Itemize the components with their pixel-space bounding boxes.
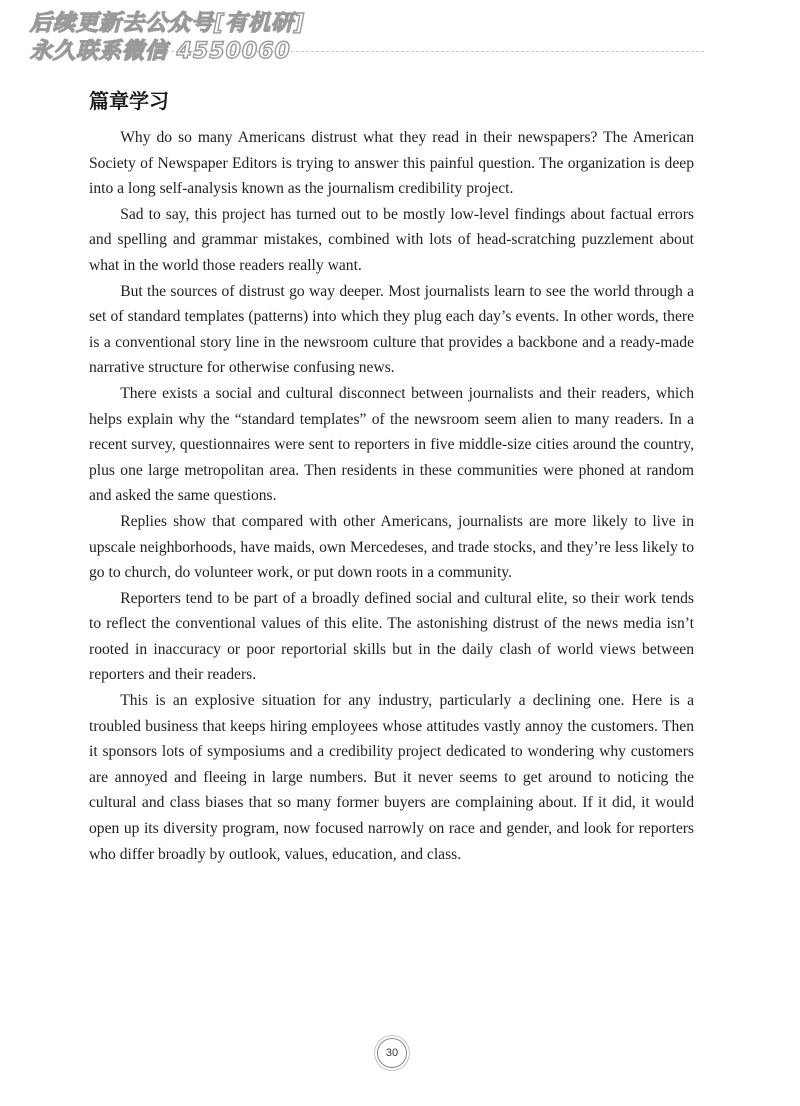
watermark-line-2: 永久联系微信 4550060 [30,39,291,64]
paragraph-7: This is an explosive situation for any industry, particularly a declining one. Here is a troubled business that keeps hiring employees whose attitudes vastly annoy the customers. Then it sponsors lots of symposiums and a credibility project dedicated to wondering why customers are annoyed and fleeing in large numbers. But it never seems to get around to noticing the cultural and class biases that so many former buyers are complaining about. If it did, it would open up its diversity program, now focused narrowly on race and gender, and look for reporters who differ broadly by outlook, values, education, and class. [89,692,694,863]
watermark-line-1: 后续更新去公众号[有机研] [30,11,306,36]
paragraph-6: Reporters tend to be part of a broadly defined social and cultural elite, so their work tends to reflect the conventional values of this elite. The astonishing distrust of the news media isn’t rooted in inaccuracy or poor reportorial skills but in the daily clash of world views between reporters and their readers. [89,589,694,684]
watermark [30,10,350,66]
paragraph-2: Sad to say, this project has turned out to be mostly low-level findings about factual errors and spelling and grammar mistakes, combined with lots of head-scratching puzzlement about what in the world those readers really want. [89,205,694,274]
article-body [89,125,694,867]
paragraph-5: Replies show that compared with other Americans, journalists are more likely to live in upscale neighborhoods, have maids, own Mercedeses, and trade stocks, and they’re less likely to go to church, do volunteer work, or put down roots in a community. [89,512,694,582]
paragraph-3: But the sources of distrust go way deeper. Most journalists learn to see the world through a set of standard templates (patterns) into which they plug each day’s events. In other words, there is a conventional story line in the newsroom culture that provides a backbone and a ready-made narrative structure for otherwise confusing news. [89,282,694,377]
paragraph-1: Why do so many Americans distrust what they read in their newspapers? The American Society of Newspaper Editors is trying to answer this painful question. The organization is deep into a long self-analysis known as the journalism credibility project. [89,129,694,198]
page-number: 30 [385,1047,399,1059]
section-title: 篇章学习 [89,89,169,113]
page-number-badge [377,1038,407,1068]
paragraph-4: There exists a social and cultural disconnect between journalists and their readers, which helps explain why the “standard templates” of the newsroom seem alien to many readers. In a recent survey, questionnaires were sent to reporters in five middle-size cities around the country, plus one large metropolitan area. Then residents in these communities were phoned at random and asked the same questions. [89,384,694,505]
